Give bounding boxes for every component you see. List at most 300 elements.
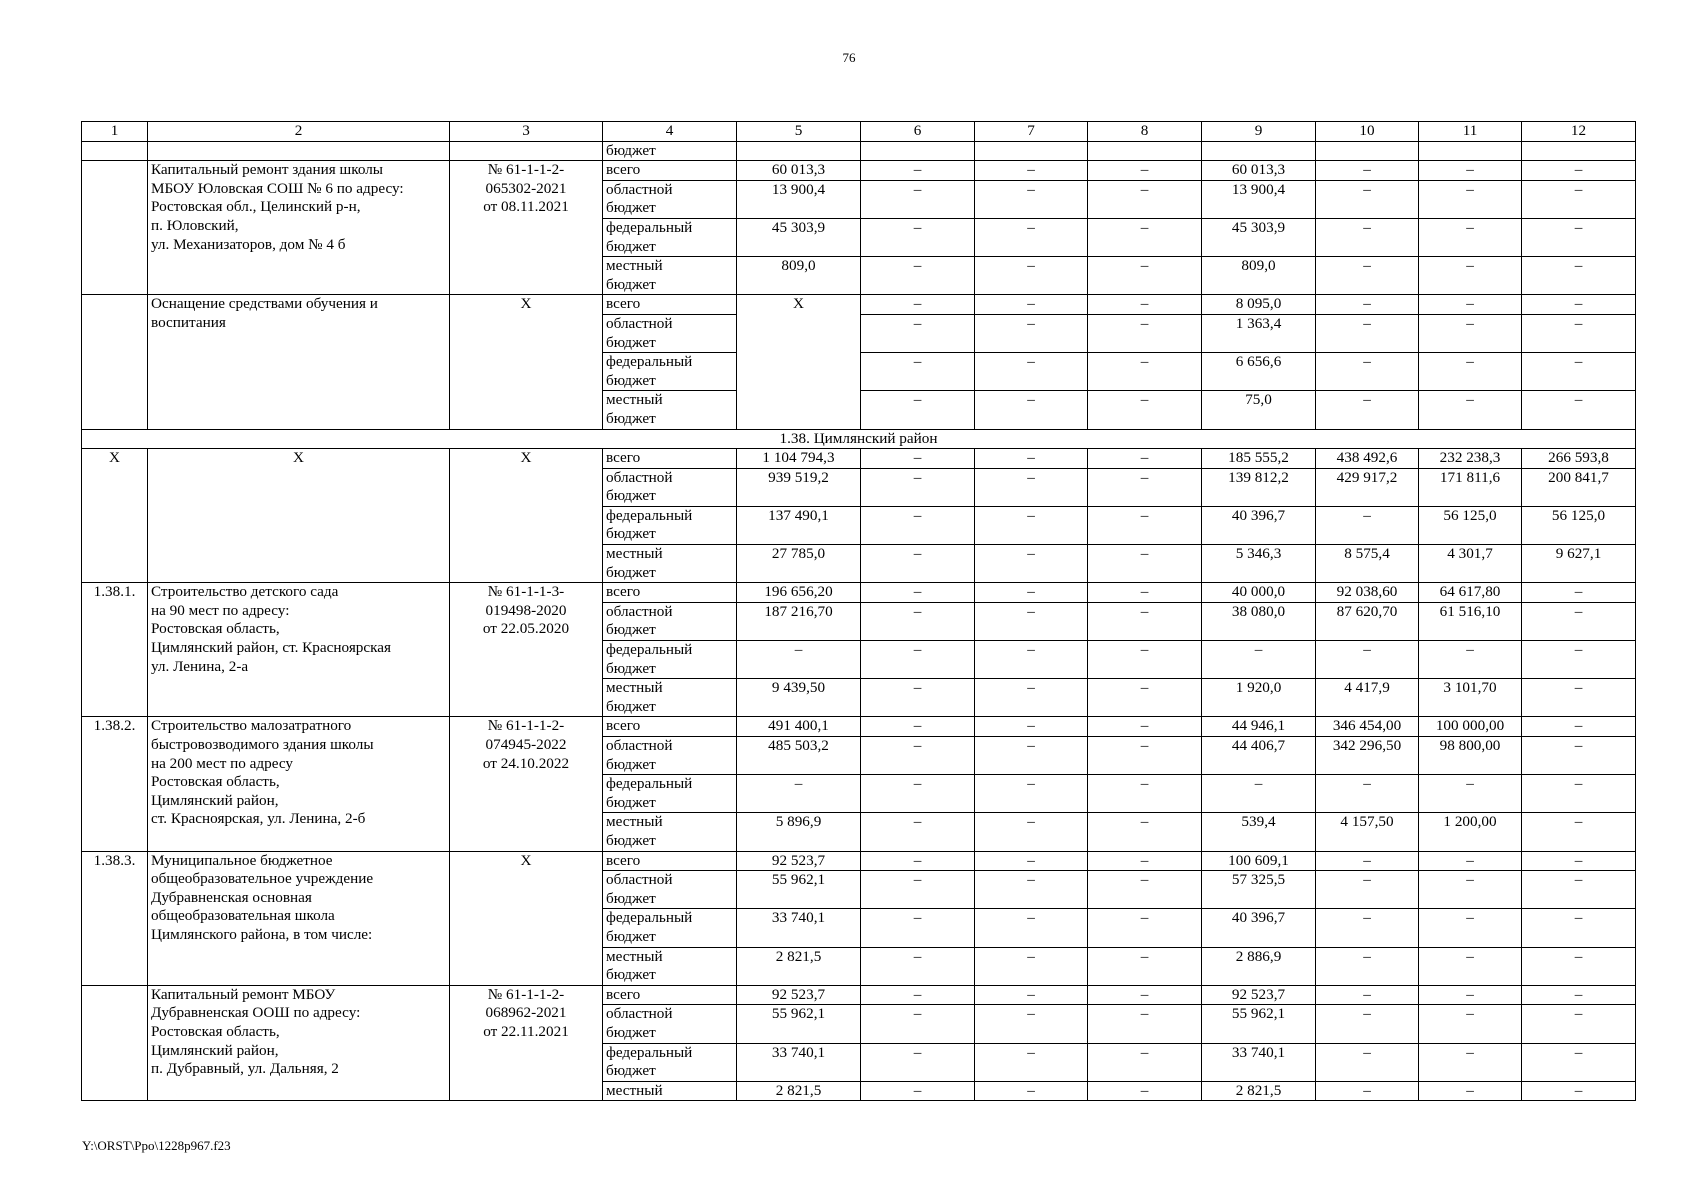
value-cell: – <box>1088 468 1202 506</box>
value-cell: 266 593,8 <box>1522 449 1636 469</box>
value-cell: – <box>1316 985 1419 1005</box>
value-cell: 137 490,1 <box>737 506 861 544</box>
value-cell: – <box>1088 871 1202 909</box>
funding-source-cell: местный <box>603 1081 737 1101</box>
value-cell: – <box>861 1005 975 1043</box>
value-cell: – <box>1522 180 1636 218</box>
document-number-cell: Х <box>450 295 603 429</box>
document-number-cell: № 61-1-1-2- 065302-2021 от 08.11.2021 <box>450 161 603 295</box>
value-cell: – <box>861 717 975 737</box>
empty-cell <box>1088 141 1202 161</box>
value-cell: – <box>975 1005 1088 1043</box>
value-cell: – <box>861 775 975 813</box>
funding-source-cell: областной бюджет <box>603 737 737 775</box>
value-cell: – <box>975 218 1088 256</box>
value-cell: 44 946,1 <box>1202 717 1316 737</box>
value-cell: – <box>975 161 1088 181</box>
value-cell: – <box>1316 180 1419 218</box>
continuation-row <box>82 141 1636 161</box>
value-cell: – <box>1316 391 1419 429</box>
value-cell: – <box>1202 775 1316 813</box>
value-cell: – <box>1522 775 1636 813</box>
value-cell: 438 492,6 <box>1316 449 1419 469</box>
value-cell: 87 620,70 <box>1316 602 1419 640</box>
value-cell: – <box>1088 391 1202 429</box>
value-cell: – <box>975 353 1088 391</box>
value-cell: – <box>737 775 861 813</box>
value-cell: – <box>1088 257 1202 295</box>
value-cell: 4 157,50 <box>1316 813 1419 851</box>
value-cell: 4 417,9 <box>1316 679 1419 717</box>
value-cell: – <box>975 1043 1088 1081</box>
value-cell: – <box>1419 851 1522 871</box>
value-cell: 40 396,7 <box>1202 909 1316 947</box>
funding-source-cell: местный бюджет <box>603 813 737 851</box>
funding-source-cell: областной бюджет <box>603 468 737 506</box>
funding-source-cell: областной бюджет <box>603 180 737 218</box>
item-name-cell: Строительство детского сада на 90 мест по адресу: Ростовская область, Цимлянский район, ст. Красноярская ул. Ленина, 2-а <box>148 583 450 717</box>
value-cell: – <box>975 391 1088 429</box>
value-cell: 2 821,5 <box>737 947 861 985</box>
value-cell: – <box>861 679 975 717</box>
value-cell: – <box>975 180 1088 218</box>
value-cell: – <box>1202 641 1316 679</box>
value-cell: – <box>1522 641 1636 679</box>
value-cell: 346 454,00 <box>1316 717 1419 737</box>
value-cell: 232 238,3 <box>1419 449 1522 469</box>
value-cell: – <box>1088 602 1202 640</box>
value-cell: 809,0 <box>737 257 861 295</box>
value-cell: – <box>1088 449 1202 469</box>
value-cell: – <box>1419 257 1522 295</box>
value-cell: 100 000,00 <box>1419 717 1522 737</box>
funding-source-cell: федеральный бюджет <box>603 775 737 813</box>
value-cell: 13 900,4 <box>737 180 861 218</box>
value-cell: – <box>1419 641 1522 679</box>
empty-cell <box>737 141 861 161</box>
value-cell: – <box>861 218 975 256</box>
value-cell: – <box>1522 737 1636 775</box>
document-number-cell: № 61-1-1-3- 019498-2020 от 22.05.2020 <box>450 583 603 717</box>
value-cell: 38 080,0 <box>1202 602 1316 640</box>
funding-source-cell: федеральный бюджет <box>603 506 737 544</box>
funding-source-cell: всего <box>603 295 737 315</box>
value-cell: – <box>861 909 975 947</box>
value-cell: – <box>975 813 1088 851</box>
value-cell: – <box>1088 545 1202 583</box>
document-number-cell: Х <box>450 851 603 985</box>
table-row <box>82 161 1636 181</box>
value-cell: – <box>861 602 975 640</box>
value-cell: – <box>1088 851 1202 871</box>
value-cell: – <box>1522 314 1636 352</box>
table-row <box>82 717 1636 737</box>
value-cell: 1 363,4 <box>1202 314 1316 352</box>
value-cell: – <box>737 641 861 679</box>
empty-cell <box>1316 141 1419 161</box>
value-cell: 33 740,1 <box>737 909 861 947</box>
section-title: 1.38. Цимлянский район <box>82 429 1636 449</box>
funding-source-cell: областной бюджет <box>603 871 737 909</box>
value-cell: – <box>975 985 1088 1005</box>
item-number-cell: 1.38.2. <box>82 717 148 851</box>
value-cell: – <box>861 641 975 679</box>
header-cell: 9 <box>1202 122 1316 142</box>
file-path: Y:\ORST\Ppo\1228p967.f23 <box>82 1138 231 1153</box>
value-cell: – <box>1088 506 1202 544</box>
header-cell: 4 <box>603 122 737 142</box>
value-cell: – <box>1419 1081 1522 1101</box>
value-cell: – <box>1316 1043 1419 1081</box>
value-cell: 45 303,9 <box>1202 218 1316 256</box>
value-cell: – <box>861 295 975 315</box>
header-cell: 7 <box>975 122 1088 142</box>
document-number-cell: Х <box>450 449 603 583</box>
value-cell: – <box>1419 180 1522 218</box>
value-cell: 56 125,0 <box>1419 506 1522 544</box>
value-cell: – <box>861 506 975 544</box>
value-cell: – <box>1522 1081 1636 1101</box>
header-cell: 8 <box>1088 122 1202 142</box>
value-cell: – <box>1419 1043 1522 1081</box>
value-cell: 60 013,3 <box>737 161 861 181</box>
value-cell: 1 200,00 <box>1419 813 1522 851</box>
value-cell: 55 962,1 <box>737 1005 861 1043</box>
item-number-cell: 1.38.3. <box>82 851 148 985</box>
value-cell: Х <box>737 295 861 429</box>
value-cell: 40 396,7 <box>1202 506 1316 544</box>
value-cell: 4 301,7 <box>1419 545 1522 583</box>
value-cell: – <box>1088 1005 1202 1043</box>
value-cell: – <box>1522 1005 1636 1043</box>
value-cell: – <box>1316 314 1419 352</box>
value-cell: – <box>1419 314 1522 352</box>
value-cell: – <box>1522 813 1636 851</box>
value-cell: 2 886,9 <box>1202 947 1316 985</box>
value-cell: – <box>1088 813 1202 851</box>
table-row <box>82 295 1636 315</box>
value-cell: 139 812,2 <box>1202 468 1316 506</box>
value-cell: – <box>861 871 975 909</box>
value-cell: – <box>1088 295 1202 315</box>
item-number-cell: 1.38.1. <box>82 583 148 717</box>
value-cell: – <box>1088 775 1202 813</box>
item-number-cell <box>82 295 148 429</box>
value-cell: – <box>1522 602 1636 640</box>
value-cell: – <box>1088 1081 1202 1101</box>
funding-source-cell: всего <box>603 851 737 871</box>
value-cell: 2 821,5 <box>737 1081 861 1101</box>
value-cell: – <box>1316 871 1419 909</box>
funding-source-cell: всего <box>603 583 737 603</box>
funding-source-cell: всего <box>603 161 737 181</box>
value-cell: – <box>861 851 975 871</box>
value-cell: – <box>975 679 1088 717</box>
value-cell: – <box>975 583 1088 603</box>
table-row <box>82 449 1636 469</box>
value-cell: – <box>975 775 1088 813</box>
value-cell: 185 555,2 <box>1202 449 1316 469</box>
funding-source-cell: местный бюджет <box>603 545 737 583</box>
value-cell: – <box>1522 583 1636 603</box>
value-cell: 342 296,50 <box>1316 737 1419 775</box>
item-name-cell: Капитальный ремонт здания школы МБОУ Юловская СОШ № 6 по адресу: Ростовская обл., Целинский р-н, п. Юловский, ул. Механизаторов, дом № 4 б <box>148 161 450 295</box>
value-cell: 92 523,7 <box>737 851 861 871</box>
header-cell: 12 <box>1522 122 1636 142</box>
value-cell: – <box>1088 947 1202 985</box>
item-number-cell: Х <box>82 449 148 583</box>
budget-table <box>81 121 1636 1101</box>
value-cell: – <box>1522 391 1636 429</box>
value-cell: – <box>861 257 975 295</box>
funding-source-cell: федеральный бюджет <box>603 641 737 679</box>
value-cell: 56 125,0 <box>1522 506 1636 544</box>
value-cell: – <box>1419 391 1522 429</box>
value-cell: – <box>861 583 975 603</box>
value-cell: 57 325,5 <box>1202 871 1316 909</box>
value-cell: – <box>1088 218 1202 256</box>
value-cell: – <box>975 602 1088 640</box>
value-cell: – <box>1419 909 1522 947</box>
value-cell: 45 303,9 <box>737 218 861 256</box>
value-cell: – <box>1088 161 1202 181</box>
funding-source-cell: местный бюджет <box>603 679 737 717</box>
value-cell: – <box>975 737 1088 775</box>
value-cell: – <box>861 391 975 429</box>
value-cell: – <box>1088 985 1202 1005</box>
funding-source-cell: областной бюджет <box>603 602 737 640</box>
funding-source-cell: областной бюджет <box>603 314 737 352</box>
value-cell: – <box>975 506 1088 544</box>
value-cell: – <box>1522 161 1636 181</box>
table-row <box>82 985 1636 1005</box>
value-cell: – <box>975 449 1088 469</box>
value-cell: 98 800,00 <box>1419 737 1522 775</box>
value-cell: 55 962,1 <box>737 871 861 909</box>
header-row <box>82 122 1636 142</box>
value-cell: – <box>1088 314 1202 352</box>
value-cell: 8 575,4 <box>1316 545 1419 583</box>
value-cell: – <box>1522 909 1636 947</box>
empty-cell <box>450 141 603 161</box>
value-cell: – <box>1088 717 1202 737</box>
value-cell: 8 095,0 <box>1202 295 1316 315</box>
header-cell: 2 <box>148 122 450 142</box>
item-number-cell <box>82 985 148 1101</box>
value-cell: 64 617,80 <box>1419 583 1522 603</box>
value-cell: – <box>861 468 975 506</box>
value-cell: – <box>861 314 975 352</box>
empty-cell <box>1202 141 1316 161</box>
value-cell: – <box>1316 353 1419 391</box>
value-cell: – <box>861 1043 975 1081</box>
value-cell: – <box>975 257 1088 295</box>
value-cell: – <box>1419 775 1522 813</box>
value-cell: – <box>1522 679 1636 717</box>
value-cell: – <box>975 871 1088 909</box>
value-cell: – <box>861 947 975 985</box>
value-cell: – <box>1522 871 1636 909</box>
value-cell: 485 503,2 <box>737 737 861 775</box>
value-cell: 9 627,1 <box>1522 545 1636 583</box>
value-cell: – <box>861 449 975 469</box>
value-cell: 1 920,0 <box>1202 679 1316 717</box>
funding-source-cell: федеральный бюджет <box>603 909 737 947</box>
value-cell: – <box>1522 257 1636 295</box>
value-cell: – <box>861 180 975 218</box>
value-cell: – <box>861 1081 975 1101</box>
value-cell: – <box>975 641 1088 679</box>
item-name-cell: Оснащение средствами обучения и воспитания <box>148 295 450 429</box>
empty-cell <box>861 141 975 161</box>
value-cell: – <box>1522 295 1636 315</box>
value-cell: – <box>1088 583 1202 603</box>
item-name-cell: Строительство малозатратного быстровозводимого здания школы на 200 мест по адресу Ростовская область, Цимлянский район, ст. Красноярская, ул. Ленина, 2-б <box>148 717 450 851</box>
header-cell: 11 <box>1419 122 1522 142</box>
item-name-cell: Муниципальное бюджетное общеобразовательное учреждение Дубравненская основная общеобразовательная школа Цимлянского района, в том числе: <box>148 851 450 985</box>
value-cell: – <box>1316 506 1419 544</box>
value-cell: – <box>861 353 975 391</box>
value-cell: – <box>975 314 1088 352</box>
funding-source-cell: всего <box>603 449 737 469</box>
value-cell: – <box>861 545 975 583</box>
value-cell: – <box>975 468 1088 506</box>
empty-cell <box>975 141 1088 161</box>
document-number-cell: № 61-1-1-2- 068962-2021 от 22.11.2021 <box>450 985 603 1101</box>
value-cell: 187 216,70 <box>737 602 861 640</box>
value-cell: 55 962,1 <box>1202 1005 1316 1043</box>
value-cell: – <box>1088 909 1202 947</box>
page-number: 76 <box>842 50 856 65</box>
value-cell: 196 656,20 <box>737 583 861 603</box>
value-cell: 539,4 <box>1202 813 1316 851</box>
value-cell: – <box>975 545 1088 583</box>
value-cell: 92 038,60 <box>1316 583 1419 603</box>
value-cell: 40 000,0 <box>1202 583 1316 603</box>
value-cell: 1 104 794,3 <box>737 449 861 469</box>
empty-cell <box>82 141 148 161</box>
funding-source-cell: федеральный бюджет <box>603 353 737 391</box>
header-cell: 3 <box>450 122 603 142</box>
value-cell: 75,0 <box>1202 391 1316 429</box>
value-cell: 27 785,0 <box>737 545 861 583</box>
value-cell: – <box>1522 353 1636 391</box>
funding-source-cell: местный бюджет <box>603 947 737 985</box>
value-cell: – <box>861 813 975 851</box>
value-cell: 3 101,70 <box>1419 679 1522 717</box>
section-row <box>82 429 1636 449</box>
value-cell: 33 740,1 <box>1202 1043 1316 1081</box>
value-cell: 2 821,5 <box>1202 1081 1316 1101</box>
value-cell: 171 811,6 <box>1419 468 1522 506</box>
value-cell: – <box>975 295 1088 315</box>
value-cell: – <box>1316 851 1419 871</box>
value-cell: 5 346,3 <box>1202 545 1316 583</box>
value-cell: 100 609,1 <box>1202 851 1316 871</box>
value-cell: 9 439,50 <box>737 679 861 717</box>
value-cell: – <box>1522 1043 1636 1081</box>
value-cell: – <box>1088 1043 1202 1081</box>
value-cell: – <box>1419 985 1522 1005</box>
value-cell: – <box>1419 871 1522 909</box>
value-cell: 939 519,2 <box>737 468 861 506</box>
value-cell: – <box>1316 1005 1419 1043</box>
value-cell: – <box>1088 641 1202 679</box>
value-cell: – <box>861 737 975 775</box>
table-row <box>82 583 1636 603</box>
funding-source-cell: бюджет <box>603 141 737 161</box>
empty-cell <box>1419 141 1522 161</box>
funding-source-cell: федеральный бюджет <box>603 218 737 256</box>
value-cell: – <box>975 947 1088 985</box>
item-number-cell <box>82 161 148 295</box>
table-row <box>82 851 1636 871</box>
value-cell: 44 406,7 <box>1202 737 1316 775</box>
item-name-cell: Капитальный ремонт МБОУ Дубравненская ООШ по адресу: Ростовская область, Цимлянский район, п. Дубравный, ул. Дальняя, 2 <box>148 985 450 1101</box>
document-number-cell: № 61-1-1-2- 074945-2022 от 24.10.2022 <box>450 717 603 851</box>
value-cell: 61 516,10 <box>1419 602 1522 640</box>
value-cell: – <box>1088 679 1202 717</box>
value-cell: – <box>1316 641 1419 679</box>
value-cell: – <box>1419 1005 1522 1043</box>
value-cell: – <box>1419 947 1522 985</box>
value-cell: 5 896,9 <box>737 813 861 851</box>
value-cell: – <box>1316 257 1419 295</box>
value-cell: – <box>861 985 975 1005</box>
funding-source-cell: местный бюджет <box>603 257 737 295</box>
value-cell: – <box>1522 218 1636 256</box>
value-cell: – <box>1088 180 1202 218</box>
value-cell: – <box>975 909 1088 947</box>
header-cell: 5 <box>737 122 861 142</box>
value-cell: 491 400,1 <box>737 717 861 737</box>
value-cell: – <box>1419 161 1522 181</box>
value-cell: – <box>1316 947 1419 985</box>
value-cell: – <box>1316 218 1419 256</box>
value-cell: – <box>1419 295 1522 315</box>
value-cell: – <box>1522 851 1636 871</box>
value-cell: 60 013,3 <box>1202 161 1316 181</box>
value-cell: – <box>1316 295 1419 315</box>
funding-source-cell: местный бюджет <box>603 391 737 429</box>
value-cell: 6 656,6 <box>1202 353 1316 391</box>
item-name-cell: Х <box>148 449 450 583</box>
value-cell: 92 523,7 <box>737 985 861 1005</box>
value-cell: – <box>975 717 1088 737</box>
empty-cell <box>148 141 450 161</box>
funding-source-cell: всего <box>603 717 737 737</box>
value-cell: – <box>1522 947 1636 985</box>
value-cell: – <box>1316 1081 1419 1101</box>
value-cell: – <box>1316 161 1419 181</box>
value-cell: 92 523,7 <box>1202 985 1316 1005</box>
value-cell: – <box>1088 353 1202 391</box>
header-cell: 10 <box>1316 122 1419 142</box>
value-cell: – <box>861 161 975 181</box>
value-cell: – <box>1522 717 1636 737</box>
value-cell: 429 917,2 <box>1316 468 1419 506</box>
value-cell: – <box>1522 985 1636 1005</box>
funding-source-cell: федеральный бюджет <box>603 1043 737 1081</box>
value-cell: 33 740,1 <box>737 1043 861 1081</box>
value-cell: – <box>975 851 1088 871</box>
value-cell: – <box>1316 775 1419 813</box>
value-cell: 13 900,4 <box>1202 180 1316 218</box>
empty-cell <box>1522 141 1636 161</box>
value-cell: – <box>1419 353 1522 391</box>
value-cell: – <box>1088 737 1202 775</box>
value-cell: 809,0 <box>1202 257 1316 295</box>
